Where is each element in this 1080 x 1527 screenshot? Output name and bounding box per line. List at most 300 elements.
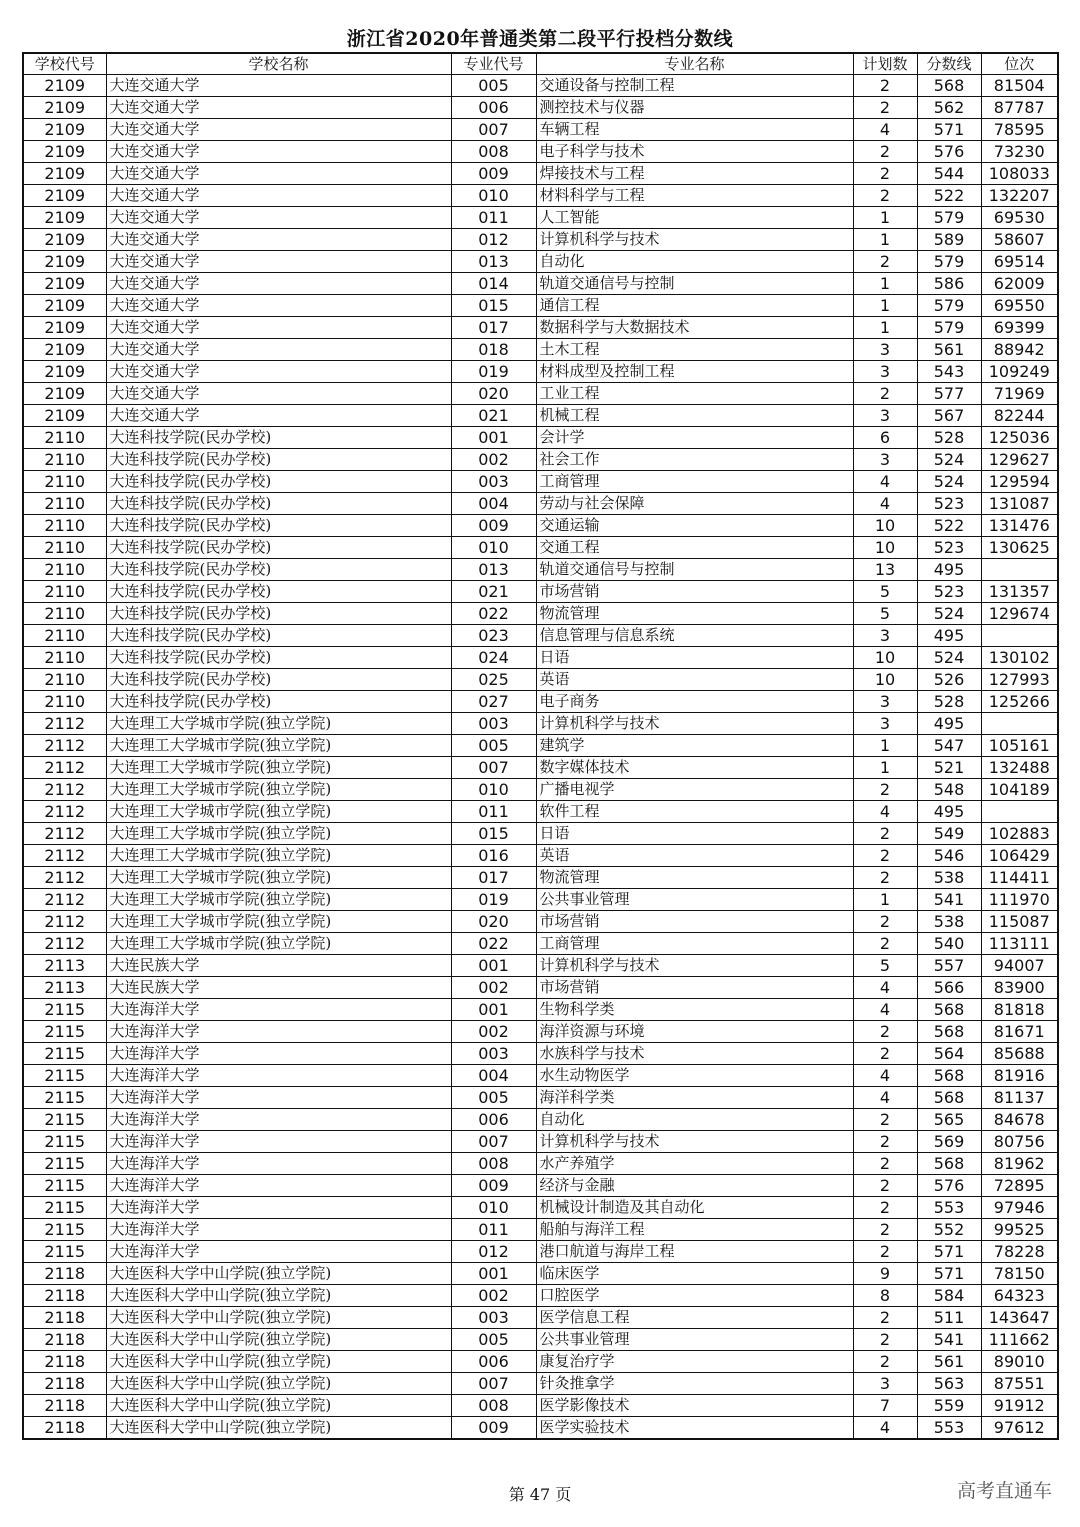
cell-major-name: 水产养殖学: [536, 1153, 853, 1175]
cell-school-code: 2113: [23, 955, 106, 977]
cell-school-code: 2110: [23, 449, 106, 471]
cell-major-name: 临床医学: [536, 1263, 853, 1285]
cell-plan-count: 1: [853, 757, 917, 779]
cell-school-name: 大连交通大学: [106, 361, 451, 383]
cell-school-name: 大连医科大学中山学院(独立学院): [106, 1329, 451, 1351]
cell-rank: [981, 713, 1058, 735]
cell-rank: 131087: [981, 493, 1058, 515]
cell-rank: 109249: [981, 361, 1058, 383]
cell-plan-count: 2: [853, 1175, 917, 1197]
cell-rank: 83900: [981, 977, 1058, 999]
table-row: [23, 603, 1058, 625]
cell-major-name: 测控技术与仪器: [536, 97, 853, 119]
cell-school-name: 大连交通大学: [106, 141, 451, 163]
cell-rank: 91912: [981, 1395, 1058, 1417]
cell-score-line: 568: [917, 1087, 981, 1109]
cell-school-code: 2110: [23, 691, 106, 713]
cell-score-line: 568: [917, 1153, 981, 1175]
cell-school-code: 2109: [23, 317, 106, 339]
cell-plan-count: 1: [853, 207, 917, 229]
cell-major-code: 006: [451, 1351, 536, 1373]
cell-school-name: 大连交通大学: [106, 119, 451, 141]
cell-score-line: 524: [917, 471, 981, 493]
cell-score-line: 521: [917, 757, 981, 779]
cell-school-name: 大连理工大学城市学院(独立学院): [106, 933, 451, 955]
cell-major-name: 医学实验技术: [536, 1417, 853, 1440]
cell-score-line: 546: [917, 845, 981, 867]
table-row: [23, 713, 1058, 735]
cell-school-code: 2112: [23, 845, 106, 867]
cell-score-line: 568: [917, 999, 981, 1021]
cell-score-line: 540: [917, 933, 981, 955]
cell-major-name: 广播电视学: [536, 779, 853, 801]
cell-major-name: 公共事业管理: [536, 1329, 853, 1351]
cell-rank: 115087: [981, 911, 1058, 933]
cell-plan-count: 2: [853, 823, 917, 845]
cell-plan-count: 2: [853, 185, 917, 207]
cell-plan-count: 2: [853, 1219, 917, 1241]
cell-major-code: 009: [451, 1175, 536, 1197]
cell-plan-count: 2: [853, 1021, 917, 1043]
cell-rank: 81137: [981, 1087, 1058, 1109]
cell-school-name: 大连海洋大学: [106, 1131, 451, 1153]
cell-school-code: 2113: [23, 977, 106, 999]
cell-school-code: 2109: [23, 229, 106, 251]
cell-major-name: 工商管理: [536, 471, 853, 493]
cell-score-line: 528: [917, 691, 981, 713]
cell-school-name: 大连理工大学城市学院(独立学院): [106, 735, 451, 757]
table-row: [23, 1197, 1058, 1219]
cell-major-code: 019: [451, 361, 536, 383]
cell-school-code: 2112: [23, 779, 106, 801]
cell-plan-count: 4: [853, 119, 917, 141]
cell-score-line: 495: [917, 801, 981, 823]
cell-plan-count: 5: [853, 581, 917, 603]
cell-major-code: 016: [451, 845, 536, 867]
cell-rank: 132207: [981, 185, 1058, 207]
cell-school-name: 大连海洋大学: [106, 1021, 451, 1043]
table-row: [23, 647, 1058, 669]
cell-major-name: 水生动物医学: [536, 1065, 853, 1087]
cell-rank: 99525: [981, 1219, 1058, 1241]
cell-score-line: 569: [917, 1131, 981, 1153]
cell-major-code: 017: [451, 867, 536, 889]
table-row: [23, 1351, 1058, 1373]
cell-major-code: 013: [451, 559, 536, 581]
cell-rank: 81671: [981, 1021, 1058, 1043]
cell-school-name: 大连交通大学: [106, 207, 451, 229]
cell-major-name: 海洋科学类: [536, 1087, 853, 1109]
table-row: [23, 1241, 1058, 1263]
cell-school-name: 大连医科大学中山学院(独立学院): [106, 1307, 451, 1329]
cell-school-code: 2112: [23, 757, 106, 779]
cell-school-name: 大连交通大学: [106, 295, 451, 317]
cell-score-line: 524: [917, 449, 981, 471]
cell-school-name: 大连交通大学: [106, 185, 451, 207]
cell-major-code: 011: [451, 801, 536, 823]
table-row: [23, 229, 1058, 251]
cell-major-code: 009: [451, 515, 536, 537]
cell-major-name: 经济与金融: [536, 1175, 853, 1197]
cell-major-name: 数据科学与大数据技术: [536, 317, 853, 339]
cell-plan-count: 1: [853, 273, 917, 295]
table-row: [23, 1109, 1058, 1131]
cell-school-code: 2118: [23, 1395, 106, 1417]
cell-rank: 88942: [981, 339, 1058, 361]
cell-score-line: 564: [917, 1043, 981, 1065]
cell-major-code: 018: [451, 339, 536, 361]
cell-rank: 130625: [981, 537, 1058, 559]
cell-score-line: 567: [917, 405, 981, 427]
cell-major-name: 物流管理: [536, 867, 853, 889]
cell-major-code: 005: [451, 735, 536, 757]
cell-plan-count: 2: [853, 1241, 917, 1263]
header-school-code: 学校代号: [23, 53, 106, 75]
cell-major-code: 010: [451, 185, 536, 207]
cell-major-code: 007: [451, 757, 536, 779]
cell-major-code: 015: [451, 823, 536, 845]
cell-major-name: 土木工程: [536, 339, 853, 361]
cell-school-code: 2109: [23, 339, 106, 361]
cell-major-name: 日语: [536, 823, 853, 845]
cell-plan-count: 5: [853, 955, 917, 977]
cell-plan-count: 2: [853, 1131, 917, 1153]
cell-school-name: 大连理工大学城市学院(独立学院): [106, 889, 451, 911]
cell-rank: 125266: [981, 691, 1058, 713]
cell-school-name: 大连交通大学: [106, 229, 451, 251]
table-row: [23, 361, 1058, 383]
cell-school-code: 2118: [23, 1263, 106, 1285]
cell-rank: 129674: [981, 603, 1058, 625]
cell-school-code: 2112: [23, 823, 106, 845]
cell-school-code: 2109: [23, 163, 106, 185]
cell-major-name: 自动化: [536, 1109, 853, 1131]
cell-rank: [981, 801, 1058, 823]
table-row: [23, 1417, 1058, 1440]
cell-major-name: 电子科学与技术: [536, 141, 853, 163]
cell-rank: 87787: [981, 97, 1058, 119]
cell-school-name: 大连科技学院(民办学校): [106, 427, 451, 449]
cell-score-line: 559: [917, 1395, 981, 1417]
table-row: [23, 1285, 1058, 1307]
cell-major-code: 006: [451, 1109, 536, 1131]
cell-school-code: 2115: [23, 1043, 106, 1065]
cell-rank: [981, 559, 1058, 581]
cell-score-line: 549: [917, 823, 981, 845]
cell-major-code: 003: [451, 471, 536, 493]
cell-school-name: 大连科技学院(民办学校): [106, 471, 451, 493]
cell-major-name: 通信工程: [536, 295, 853, 317]
cell-score-line: 571: [917, 1263, 981, 1285]
cell-plan-count: 3: [853, 625, 917, 647]
cell-major-code: 004: [451, 1065, 536, 1087]
cell-major-code: 015: [451, 295, 536, 317]
cell-plan-count: 3: [853, 405, 917, 427]
cell-score-line: 511: [917, 1307, 981, 1329]
cell-school-code: 2115: [23, 1153, 106, 1175]
table-row: [23, 163, 1058, 185]
cell-major-name: 软件工程: [536, 801, 853, 823]
cell-school-code: 2115: [23, 1131, 106, 1153]
cell-school-name: 大连民族大学: [106, 977, 451, 999]
cell-major-name: 港口航道与海岸工程: [536, 1241, 853, 1263]
cell-school-code: 2109: [23, 383, 106, 405]
cell-plan-count: 2: [853, 1153, 917, 1175]
cell-rank: 89010: [981, 1351, 1058, 1373]
cell-rank: 81504: [981, 75, 1058, 97]
cell-major-name: 交通工程: [536, 537, 853, 559]
table-row: [23, 493, 1058, 515]
cell-school-name: 大连海洋大学: [106, 999, 451, 1021]
cell-school-code: 2109: [23, 119, 106, 141]
cell-rank: 78595: [981, 119, 1058, 141]
cell-major-code: 010: [451, 537, 536, 559]
cell-major-code: 027: [451, 691, 536, 713]
cell-major-code: 009: [451, 1417, 536, 1440]
cell-school-code: 2112: [23, 801, 106, 823]
cell-major-name: 水族科学与技术: [536, 1043, 853, 1065]
cell-school-code: 2115: [23, 1021, 106, 1043]
cell-rank: 97612: [981, 1417, 1058, 1440]
cell-score-line: 579: [917, 251, 981, 273]
cell-major-name: 市场营销: [536, 977, 853, 999]
table-row: [23, 383, 1058, 405]
table-row: [23, 1395, 1058, 1417]
cell-plan-count: 2: [853, 779, 917, 801]
cell-school-name: 大连理工大学城市学院(独立学院): [106, 823, 451, 845]
cell-rank: 82244: [981, 405, 1058, 427]
header-plan-count: 计划数: [853, 53, 917, 75]
cell-score-line: 495: [917, 559, 981, 581]
cell-major-code: 011: [451, 207, 536, 229]
cell-score-line: 522: [917, 515, 981, 537]
cell-major-code: 003: [451, 713, 536, 735]
cell-rank: 114411: [981, 867, 1058, 889]
cell-plan-count: 2: [853, 867, 917, 889]
cell-school-name: 大连理工大学城市学院(独立学院): [106, 757, 451, 779]
cell-major-code: 005: [451, 1087, 536, 1109]
cell-major-code: 001: [451, 999, 536, 1021]
cell-major-code: 012: [451, 229, 536, 251]
cell-school-name: 大连医科大学中山学院(独立学院): [106, 1373, 451, 1395]
cell-score-line: 576: [917, 1175, 981, 1197]
cell-major-code: 009: [451, 163, 536, 185]
cell-score-line: 548: [917, 779, 981, 801]
cell-major-name: 交通设备与控制工程: [536, 75, 853, 97]
table-row: [23, 405, 1058, 427]
cell-school-name: 大连医科大学中山学院(独立学院): [106, 1263, 451, 1285]
table-row: [23, 1065, 1058, 1087]
cell-plan-count: 10: [853, 515, 917, 537]
cell-rank: 106429: [981, 845, 1058, 867]
cell-score-line: 579: [917, 295, 981, 317]
cell-major-name: 会计学: [536, 427, 853, 449]
table-row: [23, 735, 1058, 757]
cell-rank: 127993: [981, 669, 1058, 691]
cell-school-code: 2115: [23, 1065, 106, 1087]
table-row: [23, 537, 1058, 559]
cell-major-code: 008: [451, 141, 536, 163]
cell-score-line: 538: [917, 867, 981, 889]
cell-plan-count: 2: [853, 141, 917, 163]
cell-plan-count: 6: [853, 427, 917, 449]
cell-score-line: 543: [917, 361, 981, 383]
cell-plan-count: 9: [853, 1263, 917, 1285]
cell-rank: 104189: [981, 779, 1058, 801]
cell-major-name: 机械设计制造及其自动化: [536, 1197, 853, 1219]
table-row: [23, 471, 1058, 493]
cell-rank: 129594: [981, 471, 1058, 493]
cell-school-code: 2118: [23, 1373, 106, 1395]
cell-major-name: 信息管理与信息系统: [536, 625, 853, 647]
cell-score-line: 541: [917, 889, 981, 911]
cell-plan-count: 3: [853, 691, 917, 713]
cell-major-name: 材料成型及控制工程: [536, 361, 853, 383]
cell-plan-count: 2: [853, 163, 917, 185]
cell-school-name: 大连医科大学中山学院(独立学院): [106, 1395, 451, 1417]
cell-score-line: 557: [917, 955, 981, 977]
cell-school-code: 2112: [23, 889, 106, 911]
cell-major-name: 焊接技术与工程: [536, 163, 853, 185]
table-row: [23, 1175, 1058, 1197]
table-row: [23, 779, 1058, 801]
table-row: [23, 1219, 1058, 1241]
cell-score-line: 579: [917, 207, 981, 229]
cell-plan-count: 2: [853, 1329, 917, 1351]
cell-school-code: 2110: [23, 537, 106, 559]
cell-major-name: 船舶与海洋工程: [536, 1219, 853, 1241]
cell-major-code: 024: [451, 647, 536, 669]
table-row: [23, 845, 1058, 867]
header-score-line: 分数线: [917, 53, 981, 75]
cell-score-line: 495: [917, 625, 981, 647]
cell-school-name: 大连交通大学: [106, 383, 451, 405]
cell-school-name: 大连理工大学城市学院(独立学院): [106, 867, 451, 889]
cell-school-name: 大连交通大学: [106, 97, 451, 119]
cell-school-code: 2115: [23, 1219, 106, 1241]
cell-major-code: 020: [451, 911, 536, 933]
cell-major-code: 017: [451, 317, 536, 339]
table-row: [23, 97, 1058, 119]
table-row: [23, 933, 1058, 955]
cell-plan-count: 2: [853, 1109, 917, 1131]
cell-school-code: 2109: [23, 207, 106, 229]
cell-plan-count: 3: [853, 713, 917, 735]
table-row: [23, 1043, 1058, 1065]
cell-rank: 97946: [981, 1197, 1058, 1219]
cell-school-code: 2118: [23, 1329, 106, 1351]
cell-major-name: 自动化: [536, 251, 853, 273]
table-row: [23, 999, 1058, 1021]
cell-major-name: 电子商务: [536, 691, 853, 713]
cell-rank: 125036: [981, 427, 1058, 449]
cell-major-code: 007: [451, 1373, 536, 1395]
table-row: [23, 581, 1058, 603]
cell-plan-count: 5: [853, 603, 917, 625]
cell-major-code: 003: [451, 1043, 536, 1065]
cell-plan-count: 4: [853, 1417, 917, 1440]
cell-major-name: 海洋资源与环境: [536, 1021, 853, 1043]
cell-score-line: 528: [917, 427, 981, 449]
cell-major-code: 002: [451, 1285, 536, 1307]
cell-school-code: 2109: [23, 75, 106, 97]
cell-plan-count: 3: [853, 1373, 917, 1395]
cell-rank: 131476: [981, 515, 1058, 537]
cell-plan-count: 4: [853, 977, 917, 999]
cell-rank: 87551: [981, 1373, 1058, 1395]
cell-school-name: 大连科技学院(民办学校): [106, 515, 451, 537]
cell-plan-count: 2: [853, 1043, 917, 1065]
table-row: [23, 427, 1058, 449]
cell-rank: [981, 625, 1058, 647]
cell-rank: 78150: [981, 1263, 1058, 1285]
cell-rank: 102883: [981, 823, 1058, 845]
cell-rank: 84678: [981, 1109, 1058, 1131]
cell-school-name: 大连科技学院(民办学校): [106, 647, 451, 669]
cell-major-name: 轨道交通信号与控制: [536, 273, 853, 295]
cell-score-line: 576: [917, 141, 981, 163]
cell-school-name: 大连交通大学: [106, 75, 451, 97]
cell-major-code: 014: [451, 273, 536, 295]
cell-plan-count: 1: [853, 317, 917, 339]
table-row: [23, 669, 1058, 691]
header-rank: 位次: [981, 53, 1058, 75]
cell-major-code: 001: [451, 1263, 536, 1285]
cell-school-name: 大连海洋大学: [106, 1241, 451, 1263]
cell-school-code: 2110: [23, 471, 106, 493]
cell-rank: 81962: [981, 1153, 1058, 1175]
table-row: [23, 823, 1058, 845]
cell-major-name: 工业工程: [536, 383, 853, 405]
cell-major-code: 002: [451, 449, 536, 471]
table-row: [23, 141, 1058, 163]
cell-school-name: 大连医科大学中山学院(独立学院): [106, 1417, 451, 1440]
cell-school-name: 大连民族大学: [106, 955, 451, 977]
table-row: [23, 1021, 1058, 1043]
cell-school-name: 大连科技学院(民办学校): [106, 669, 451, 691]
cell-school-name: 大连交通大学: [106, 251, 451, 273]
cell-school-name: 大连医科大学中山学院(独立学院): [106, 1351, 451, 1373]
cell-school-name: 大连科技学院(民办学校): [106, 603, 451, 625]
cell-school-name: 大连交通大学: [106, 273, 451, 295]
table-row: [23, 691, 1058, 713]
cell-score-line: 495: [917, 713, 981, 735]
cell-rank: 72895: [981, 1175, 1058, 1197]
cell-plan-count: 4: [853, 1065, 917, 1087]
cell-rank: 113111: [981, 933, 1058, 955]
cell-school-code: 2118: [23, 1285, 106, 1307]
cell-rank: 131357: [981, 581, 1058, 603]
table-row: [23, 889, 1058, 911]
cell-school-name: 大连海洋大学: [106, 1153, 451, 1175]
cell-major-code: 021: [451, 581, 536, 603]
cell-school-name: 大连科技学院(民办学校): [106, 625, 451, 647]
cell-plan-count: 2: [853, 911, 917, 933]
cell-rank: 64323: [981, 1285, 1058, 1307]
cell-plan-count: 4: [853, 471, 917, 493]
cell-plan-count: 4: [853, 801, 917, 823]
cell-plan-count: 3: [853, 361, 917, 383]
table-row: [23, 1307, 1058, 1329]
table-row: [23, 559, 1058, 581]
cell-score-line: 553: [917, 1417, 981, 1440]
table-row: [23, 273, 1058, 295]
cell-plan-count: 2: [853, 1307, 917, 1329]
cell-school-name: 大连科技学院(民办学校): [106, 449, 451, 471]
cell-school-code: 2110: [23, 427, 106, 449]
cell-score-line: 553: [917, 1197, 981, 1219]
cell-major-name: 生物科学类: [536, 999, 853, 1021]
